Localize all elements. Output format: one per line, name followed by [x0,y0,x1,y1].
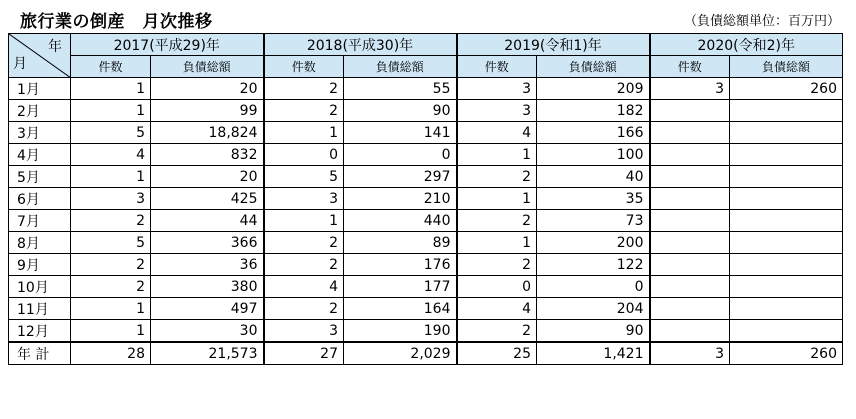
debt-cell [730,320,843,343]
count-cell: 1 [71,298,151,320]
count-cell [650,144,730,166]
count-cell [650,254,730,276]
debt-cell: 380 [151,276,264,298]
count-cell: 2 [264,232,344,254]
count-cell: 1 [71,320,151,343]
debt-cell: 20 [151,78,264,100]
count-cell: 27 [264,342,344,365]
debt-cell: 21,573 [151,342,264,365]
count-cell: 1 [457,232,537,254]
month-cell: 4月 [9,144,71,166]
count-cell: 3 [650,342,730,365]
debt-cell: 297 [344,166,457,188]
debt-cell: 182 [537,100,650,122]
debt-cell: 440 [344,210,457,232]
debt-cell [730,122,843,144]
count-cell: 3 [457,100,537,122]
count-header: 件数 [457,56,537,78]
debt-cell: 497 [151,298,264,320]
count-cell: 3 [264,188,344,210]
count-cell: 1 [71,166,151,188]
debt-cell: 20 [151,166,264,188]
debt-cell: 18,824 [151,122,264,144]
count-cell [650,276,730,298]
count-cell: 2 [71,254,151,276]
count-cell [650,210,730,232]
count-cell: 1 [71,78,151,100]
month-cell: 6月 [9,188,71,210]
debt-cell [730,254,843,276]
count-cell: 2 [457,254,537,276]
bankruptcy-table [8,33,843,365]
table-row [9,188,843,210]
corner-year-label: 年 [48,39,62,55]
count-cell: 4 [457,122,537,144]
count-cell [650,232,730,254]
table-row [9,210,843,232]
count-header: 件数 [650,56,730,78]
debt-cell [730,232,843,254]
count-cell: 2 [457,166,537,188]
table-row [9,100,843,122]
debt-cell: 90 [344,100,457,122]
count-cell: 1 [264,210,344,232]
year-header-2019: 2019(令和1)年 [457,34,650,56]
count-cell: 5 [71,122,151,144]
debt-cell [730,144,843,166]
unit-note: （負債総額単位：百万円） [683,14,840,29]
table-row [9,276,843,298]
year-header-row [9,34,843,56]
debt-cell: 366 [151,232,264,254]
debt-cell: 210 [344,188,457,210]
count-cell: 4 [457,298,537,320]
count-cell: 1 [264,122,344,144]
table-row [9,232,843,254]
debt-cell: 166 [537,122,650,144]
table-row [9,298,843,320]
debt-cell [730,276,843,298]
month-cell: 3月 [9,122,71,144]
total-row [9,342,843,365]
month-cell: 12月 [9,320,71,343]
debt-header: 負債総額 [537,56,650,78]
debt-cell: 200 [537,232,650,254]
year-header-2018: 2018(平成30)年 [264,34,457,56]
count-cell: 28 [71,342,151,365]
count-cell: 2 [71,276,151,298]
table-row [9,254,843,276]
debt-cell: 90 [537,320,650,343]
month-cell: 1月 [9,78,71,100]
debt-header: 負債総額 [730,56,843,78]
count-cell: 2 [457,210,537,232]
count-cell [650,100,730,122]
debt-cell: 209 [537,78,650,100]
debt-cell: 141 [344,122,457,144]
count-cell: 2 [264,78,344,100]
month-cell: 10月 [9,276,71,298]
debt-cell: 99 [151,100,264,122]
debt-header: 負債総額 [344,56,457,78]
debt-cell: 176 [344,254,457,276]
debt-cell: 425 [151,188,264,210]
count-cell: 1 [71,100,151,122]
debt-cell: 204 [537,298,650,320]
debt-cell: 260 [730,342,843,365]
debt-cell [730,188,843,210]
sub-header-row [9,56,843,78]
count-cell: 5 [264,166,344,188]
count-cell [650,298,730,320]
year-header-2017: 2017(平成29)年 [71,34,264,56]
table-row [9,122,843,144]
corner-header-cell [9,34,71,78]
debt-cell: 1,421 [537,342,650,365]
debt-cell [730,166,843,188]
count-cell: 2 [264,100,344,122]
debt-cell: 832 [151,144,264,166]
debt-cell: 2,029 [344,342,457,365]
year-header-2020: 2020(令和2)年 [650,34,843,56]
debt-cell: 100 [537,144,650,166]
table-row [9,320,843,343]
count-cell: 25 [457,342,537,365]
count-cell: 2 [457,320,537,343]
corner-month-label: 月 [13,56,27,72]
debt-cell: 177 [344,276,457,298]
count-cell: 1 [457,188,537,210]
page-title: 旅行業の倒産 月次推移 [20,12,213,32]
table-row [9,166,843,188]
debt-cell: 35 [537,188,650,210]
table-body [9,78,843,365]
debt-cell: 0 [537,276,650,298]
table-row [9,78,843,100]
month-cell: 2月 [9,100,71,122]
debt-cell [730,100,843,122]
count-cell: 3 [650,78,730,100]
count-cell: 2 [264,254,344,276]
month-cell: 8月 [9,232,71,254]
count-cell: 0 [264,144,344,166]
count-cell [650,122,730,144]
count-cell: 5 [71,232,151,254]
debt-header: 負債総額 [151,56,264,78]
count-cell: 4 [264,276,344,298]
debt-cell: 164 [344,298,457,320]
count-cell: 1 [457,144,537,166]
count-header: 件数 [264,56,344,78]
debt-cell: 36 [151,254,264,276]
month-cell: 5月 [9,166,71,188]
debt-cell [730,210,843,232]
count-cell [650,320,730,343]
count-cell: 3 [71,188,151,210]
debt-cell: 73 [537,210,650,232]
month-cell: 9月 [9,254,71,276]
debt-cell: 55 [344,78,457,100]
month-cell: 7月 [9,210,71,232]
count-cell: 2 [71,210,151,232]
count-cell: 3 [264,320,344,343]
total-label-cell: 年 計 [9,342,71,365]
debt-cell: 122 [537,254,650,276]
debt-cell: 260 [730,78,843,100]
debt-cell: 44 [151,210,264,232]
debt-cell: 30 [151,320,264,343]
debt-cell: 0 [344,144,457,166]
debt-cell [730,298,843,320]
month-cell: 11月 [9,298,71,320]
debt-cell: 40 [537,166,650,188]
table-row [9,144,843,166]
count-cell [650,188,730,210]
debt-cell: 89 [344,232,457,254]
count-cell [650,166,730,188]
debt-cell: 190 [344,320,457,343]
count-cell: 3 [457,78,537,100]
count-header: 件数 [71,56,151,78]
count-cell: 4 [71,144,151,166]
count-cell: 2 [264,298,344,320]
count-cell: 0 [457,276,537,298]
